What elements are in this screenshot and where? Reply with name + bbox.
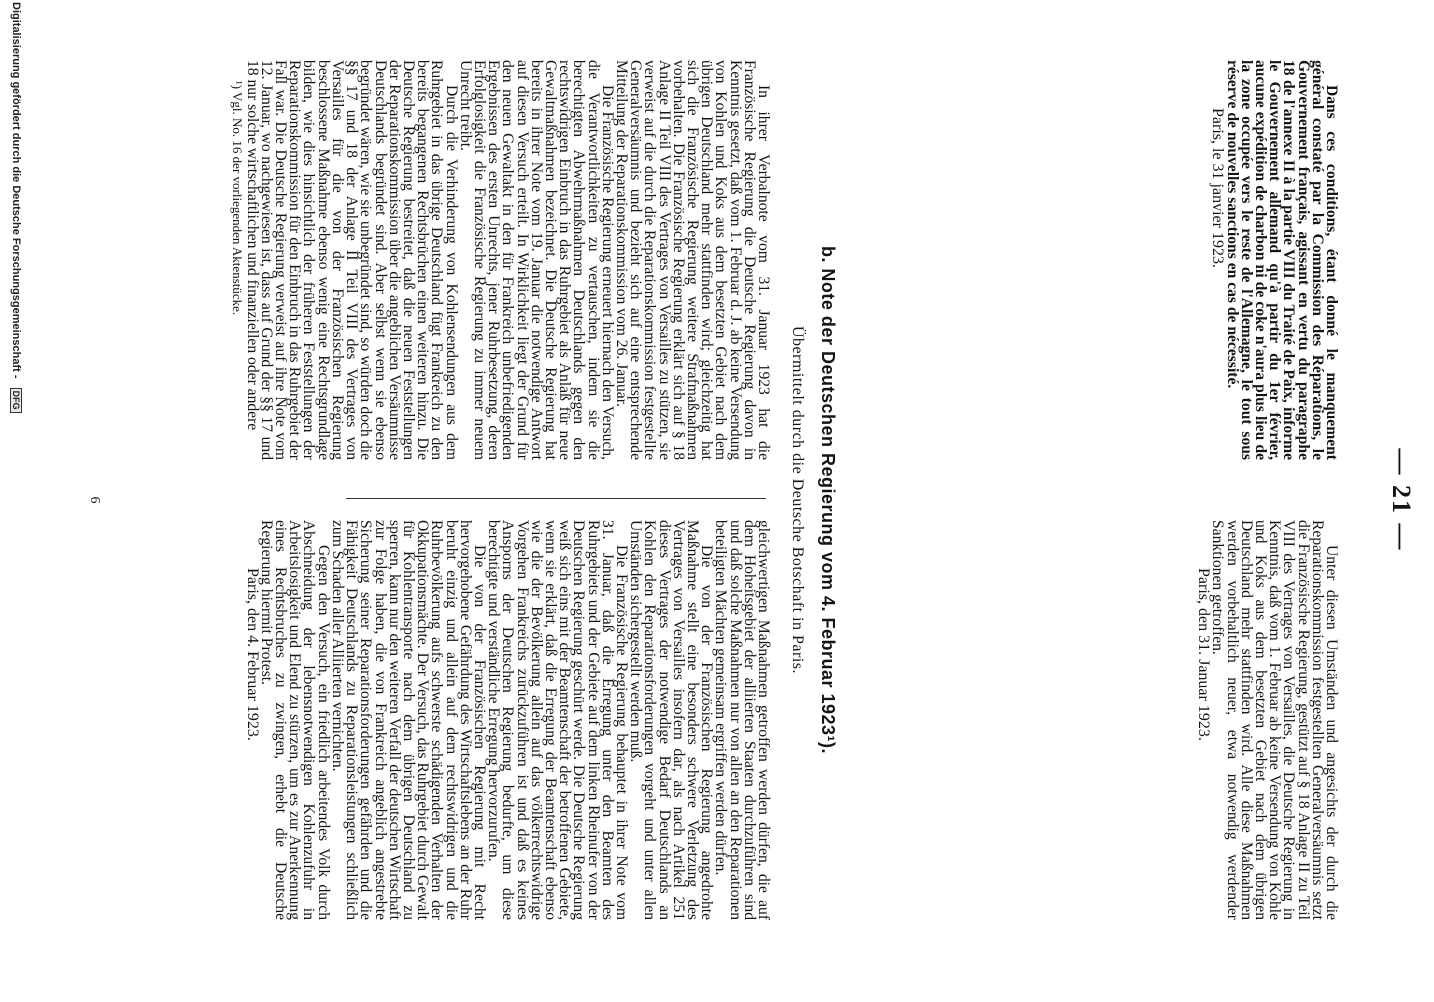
- body-paragraph: Gegen den Versuch, ein friedlich arbeitendes Volk durch Abschneidung der lebensnotwendigen Kohlenzufuhr in Arbeitslosigkeit und Elend zu stürzen, um es zur Anerkennung eines Rechtsbruches zu zwingen, erhebt die Deutsche Regierung hiermit Protest.: [257, 520, 332, 920]
- page-number: — 21 —: [1387, 448, 1416, 552]
- right-bottom-column: [244, 520, 770, 920]
- left-top-column: [1210, 60, 1338, 460]
- german-translation-paragraph: Unter diesen Umständen und angesichts der durch die Reparationskommission festgestellten Generalversäumnis setzt die Französische Regierung, gestützt auf § 18 Anlage II zu Teil VIII des Vertrages von Versailles, die Deutsche Regierung in Kenntnis, daß vom 1. Februar ab keine Versendung von Kohle und Koks aus dem besetzten Gebiet nach dem übrigen Deutschland mehr stattfinden wird. Alle diese Maßnahmen werden vorbehaltlich neuer, etwa notwendig werdender Sanktionen getroffen.: [1209, 520, 1340, 920]
- body-paragraph: Die von der Französischen Regierung angedrohte Maßnahme stellt eine besonders schwere Verletzung des Vertrages von Versailles insofern dar, als nach Artikel 251 dieses Vertrages der notwendige Bedarf Deutschlands an Kohlen den Reparationsforderungen vorgeht und unter allen Umständen sichergestellt werden muß.: [627, 520, 716, 920]
- dfg-logo: DFG: [10, 388, 22, 413]
- footnote: ¹) Vgl. No. 16 der vorliegenden Aktenstücke.: [230, 80, 246, 316]
- body-paragraph: gleichwertigen Maßnahmen getroffen werden dürfen, die auf dem Hoheitsgebiet der alliierten Staaten durchzuführen sind und daß solche Maßnahmen nur von allen an den Reparationen beteiligten Mächten gemeinsam ergriffen werden dürfen.: [712, 520, 772, 920]
- signature-mark: 6: [87, 496, 102, 504]
- digitization-credit: [10, 2, 22, 1002]
- german-dateline: Paris, den 31. Januar 1923.: [1195, 568, 1213, 741]
- body-paragraph: Die Französische Regierung erneuert hiernach den Versuch, die Verantwortlichkeiten zu vertauschen, indem sie die berechtigten Abwehrmaßnahmen Deutschlands gegen den rechtswidrigen Einbruch in das Ruhrgebiet als Anlaß für neue Gewaltmaßnahmen bezeichnet. Die Deutsche Regierung hat bereits in ihrer Note vom 19. Januar die notwendige Antwort auf diesen Versuch erteilt. In Wirklichkeit liegt der Grund für den neuen Gewaltakt in den für Frankreich unbefriedigenden Ergebnissen des ersten Unrechts, jener Ruhrbesetzung, deren Erfolglosigkeit die Französische Regierung zu immer neuem Unrecht treibt.: [456, 60, 616, 460]
- section-heading: b. Note der Deutschen Regierung vom 4. Februar 1923¹).: [818, 245, 838, 755]
- credit-text: Digitalisierung gefördert durch die Deutsche Forschungsgemeinschaft -: [10, 2, 22, 379]
- body-paragraph: Die Französische Regierung behauptet in ihrer Note vom 31. Januar, daß die Erregung unter den Beamten des Ruhrgebiets und der Gebiete auf dem linken Rheinufer von der Deutschen Regierung geschürt werde. Die Deutsche Regierung weiß sich eins mit der Beamtenschaft der betroffenen Gebiete, wenn sie erklärt, daß die Erregung der Beamtenschaft ebenso wie die der Bevölkerung allein auf das völkerrechtswidrige Vorgehen Frankreichs zurückzuführen ist und daß es keines Ansporns der Deutschen Regierung bedurfte, um diese berechtigte und verständliche Erregung hervorzurufen.: [485, 520, 630, 920]
- body-paragraph: Die von der Französischen Regierung mit Recht hervorgehobene Gefährdung des Wirtschaftslebens an der Ruhr beruht einzig und allein auf dem rechtswidrigen und die Ruhrbevölkerung aufs schwerste schädigenden Verhalten der Okkupationsmächte. Der Versuch, das Ruhrgebiet durch Gewalt für Kohlentransporte nach dem übrigen Deutschland zu sperren, kann nur den weiteren Verfall der deutschen Wirtschaft zur Folge haben, die von Frankreich angeblich angestrebte Sicherung seiner Reparationsforderungen gefährden und die Fähigkeit Deutschlands zu Reparationsleistungen schließlich zum Schaden aller Alliierten vernichten.: [328, 520, 488, 920]
- french-dateline: Paris, le 31 janvier 1923.: [1209, 108, 1227, 268]
- section-subheading: Übermittelt durch die Deutsche Botschaft in Paris.: [789, 325, 806, 675]
- left-bottom-column: [230, 60, 770, 460]
- closing-dateline: Paris, den 4. Februar 1923.: [243, 568, 261, 741]
- right-top-column: [1196, 520, 1338, 920]
- body-paragraph: In ihrer Verbalnote vom 31. Januar 1923 hat die Französische Regierung die Deutsche Regierung davon in Kenntnis gesetzt, daß vom 1. Februar d. J. ab keine Versendung von Kohlen und Koks aus dem besetzten Gebiet nach dem übrigen Deutschland mehr stattfinden wird; gleichzeitig hat sich die Französische Regierung weitere Strafmaßnahmen vorbehalten. Die Französische Regierung erklärt sich auf § 18 Anlage II Teil VIII des Vertrages von Versailles zu stützen, sie verweist auf die durch die Reparationskommission festgestellte Generalversäumnis und bezieht sich auf eine entsprechende Mitteilung der Reparationskommission vom 26. Januar.: [612, 60, 772, 460]
- body-paragraph: Durch die Verhinderung von Kohlensendungen aus dem Ruhrgebiet in das übrige Deutschland fügt Frankreich zu den bereits begangenen Rechtsbrüchen einen weiteren hinzu. Die Deutsche Regierung bestreitet, daß die neuen Feststellungen der Reparationskommission über die angeblichen Versäumnisse Deutschlands begründet sind. Aber selbst wenn sie ebenso begründet wären, wie sie unbegründet sind, so würden doch die §§ 17 und 18 der Anlage II Teil VIII des Vertrages von Versailles für die von der Französischen Regierung beschlossene Maßnahme ebenso wenig eine Rechtsgrundlage bilden, wie dies hinsichtlich der früheren Feststellungen der Reparationskommission für den Einbruch in das Ruhrgebiet der Fall war. Die Deutsche Regierung verweist auf ihre Note vom 12. Januar, wo nachgewiesen ist, dass auf Grund der §§ 17 und 18 nur solche wirtschaftlichen und finanziellen oder andere: [243, 60, 460, 460]
- french-paragraph: Dans ces conditions, étant donné le manquement général constaté par la Commission des Réparations, le Gouvernement français, agissant en vertu du paragraphe 18 de l'annexe II à la partie VIII du Traité de Paix, informe le Gouvernement allemand qu'à partir du 1er février, aucune expédition de charbon ni de coke n'aura plus lieu de la zone occupée vers le reste de l'Allemagne, le tout sous réserve de nouvelles sanctions en cas de nécessité.: [1223, 60, 1340, 460]
- column-divider: [346, 498, 766, 499]
